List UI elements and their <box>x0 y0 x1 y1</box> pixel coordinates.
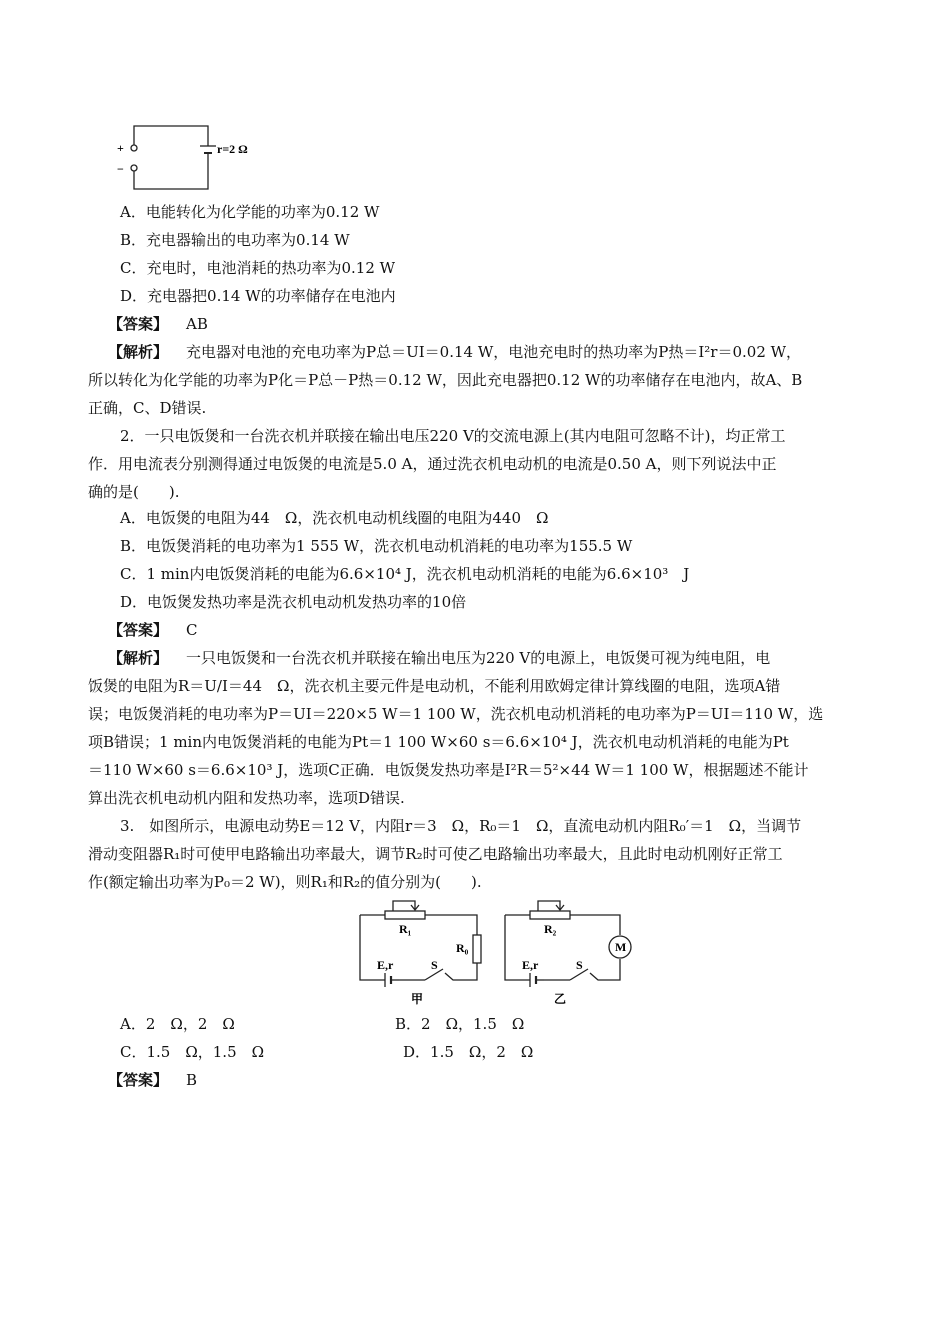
label-yi: 乙 <box>554 992 567 1006</box>
terminal-minus: − <box>117 162 124 176</box>
q2-stem-line-3: 确的是( ). <box>88 483 180 501</box>
q2-analysis-line-5: ＝110 W×60 s＝6.6×10³ J，选项C正确．电饭煲发热功率是I²R＝5²×44 W＝1 100 W，根据题述不能计 <box>88 761 809 779</box>
q1-option-d: D．充电器把0.14 W的功率储存在电池内 <box>120 287 396 305</box>
q3-option-c: C．1.5 Ω，1.5 Ω <box>120 1043 265 1061</box>
answer-tag: 【答案】 <box>108 1071 169 1089</box>
label-s-yi: S <box>576 958 583 972</box>
q1-option-b: B．充电器输出的电功率为0.14 W <box>120 231 350 249</box>
q2-analysis-line-6: 算出洗衣机电动机内阻和发热功率，选项D错误. <box>88 789 405 807</box>
q2-analysis-line-4: 项B错误；1 min内电饭煲消耗的电能为Pt＝1 100 W×60 s＝6.6×10⁴ J，洗衣机电动机消耗的电能为Pt <box>88 733 789 751</box>
q3-stem-line-2: 滑动变阻器R₁时可使甲电路输出功率最大，调节R₂时可使乙电路输出功率最大，且此时电动机刚好正常工 <box>88 845 783 863</box>
answer-value: AB <box>186 315 208 333</box>
label-er-jia: E,r <box>377 958 394 972</box>
answer-value: C <box>186 621 198 639</box>
q2-option-a: A．电饭煲的电阻为44 Ω，洗衣机电动机线圈的电阻为440 Ω <box>120 509 549 527</box>
q2-answer <box>108 620 198 640</box>
q2-option-c: C．1 min内电饭煲消耗的电能为6.6×10⁴ J，洗衣机电动机消耗的电能为6.6×10³ J <box>120 565 690 583</box>
q1-analysis-line-2: 所以转化为化学能的功率为P化＝P总－P热＝0.12 W，因此充电器把0.12 W的功率储存在电池内，故A、B <box>88 371 803 389</box>
q1-option-a: A．电能转化为化学能的功率为0.12 W <box>120 203 380 221</box>
q2-analysis-line-3: 误；电饭煲消耗的电功率为P＝UI＝220×5 W＝1 100 W，洗衣机电动机消耗的电功率为P＝UI＝110 W，选 <box>88 705 824 723</box>
q1-option-c: C．充电时，电池消耗的热功率为0.12 W <box>120 259 396 277</box>
answer-tag: 【答案】 <box>108 315 169 333</box>
q2-analysis-line-1: 【解析】 一只电饭煲和一台洗衣机并联接在输出电压为220 V的电源上，电饭煲可视为纯电阻，电 <box>108 649 771 667</box>
q1-analysis-line-3: 正确，C、D错误. <box>88 399 207 417</box>
terminal-plus: + <box>117 141 124 155</box>
q2-option-d: D．电饭煲发热功率是洗衣机电动机发热功率的10倍 <box>120 593 467 611</box>
q1-analysis-line-1: 【解析】 充电器对电池的充电功率为P总＝UI＝0.14 W，电池充电时的热功率为P热＝I²r＝0.02 W， <box>108 343 802 361</box>
q3-stem-line-3: 作(额定输出功率为P₀＝2 W)，则R₁和R₂的值分别为( ). <box>88 873 482 891</box>
label-s-jia: S <box>431 958 438 972</box>
analysis-tag: 【解析】 <box>108 343 169 361</box>
label-motor: M <box>615 940 627 954</box>
answer-tag: 【答案】 <box>108 621 169 639</box>
q2-analysis-line-2: 饭煲的电阻为R＝U/I＝44 Ω，洗衣机主要元件是电动机，不能利用欧姆定律计算线圈的电阻，选项A错 <box>88 677 781 695</box>
label-r2: R₂ <box>544 922 557 936</box>
q3-answer <box>108 1070 197 1090</box>
label-jia: 甲 <box>411 992 424 1006</box>
q1-answer <box>108 314 208 334</box>
q2-option-b: B．电饭煲消耗的电功率为1 555 W，洗衣机电动机消耗的电功率为155.5 W <box>120 537 633 555</box>
label-er-yi: E,r <box>522 958 539 972</box>
q1-circuit-figure <box>112 118 262 198</box>
label-r1: R₁ <box>399 922 412 936</box>
q3-circuit-figure <box>355 895 635 1010</box>
q2-stem-line-1: 2．一只电饭煲和一台洗衣机并联接在输出电压220 V的交流电源上(其内电阻可忽略不计)，均正常工 <box>120 427 786 445</box>
q3-option-d: D．1.5 Ω，2 Ω <box>403 1043 534 1061</box>
q3-option-b: B．2 Ω，1.5 Ω <box>395 1015 525 1033</box>
q3-option-a: A．2 Ω，2 Ω <box>120 1015 235 1033</box>
q2-stem-line-2: 作．用电流表分别测得通过电饭煲的电流是5.0 A，通过洗衣机电动机的电流是0.50 A，则下列说法中正 <box>88 455 777 473</box>
answer-value: B <box>186 1071 198 1089</box>
resistance-label: r=2 Ω <box>217 142 248 156</box>
q3-stem-line-1: 3. 如图所示，电源电动势E＝12 V，内阻r＝3 Ω，R₀＝1 Ω，直流电动机内阻R₀′＝1 Ω，当调节 <box>120 817 802 835</box>
analysis-tag: 【解析】 <box>108 649 169 667</box>
label-r0: R₀ <box>456 941 469 955</box>
